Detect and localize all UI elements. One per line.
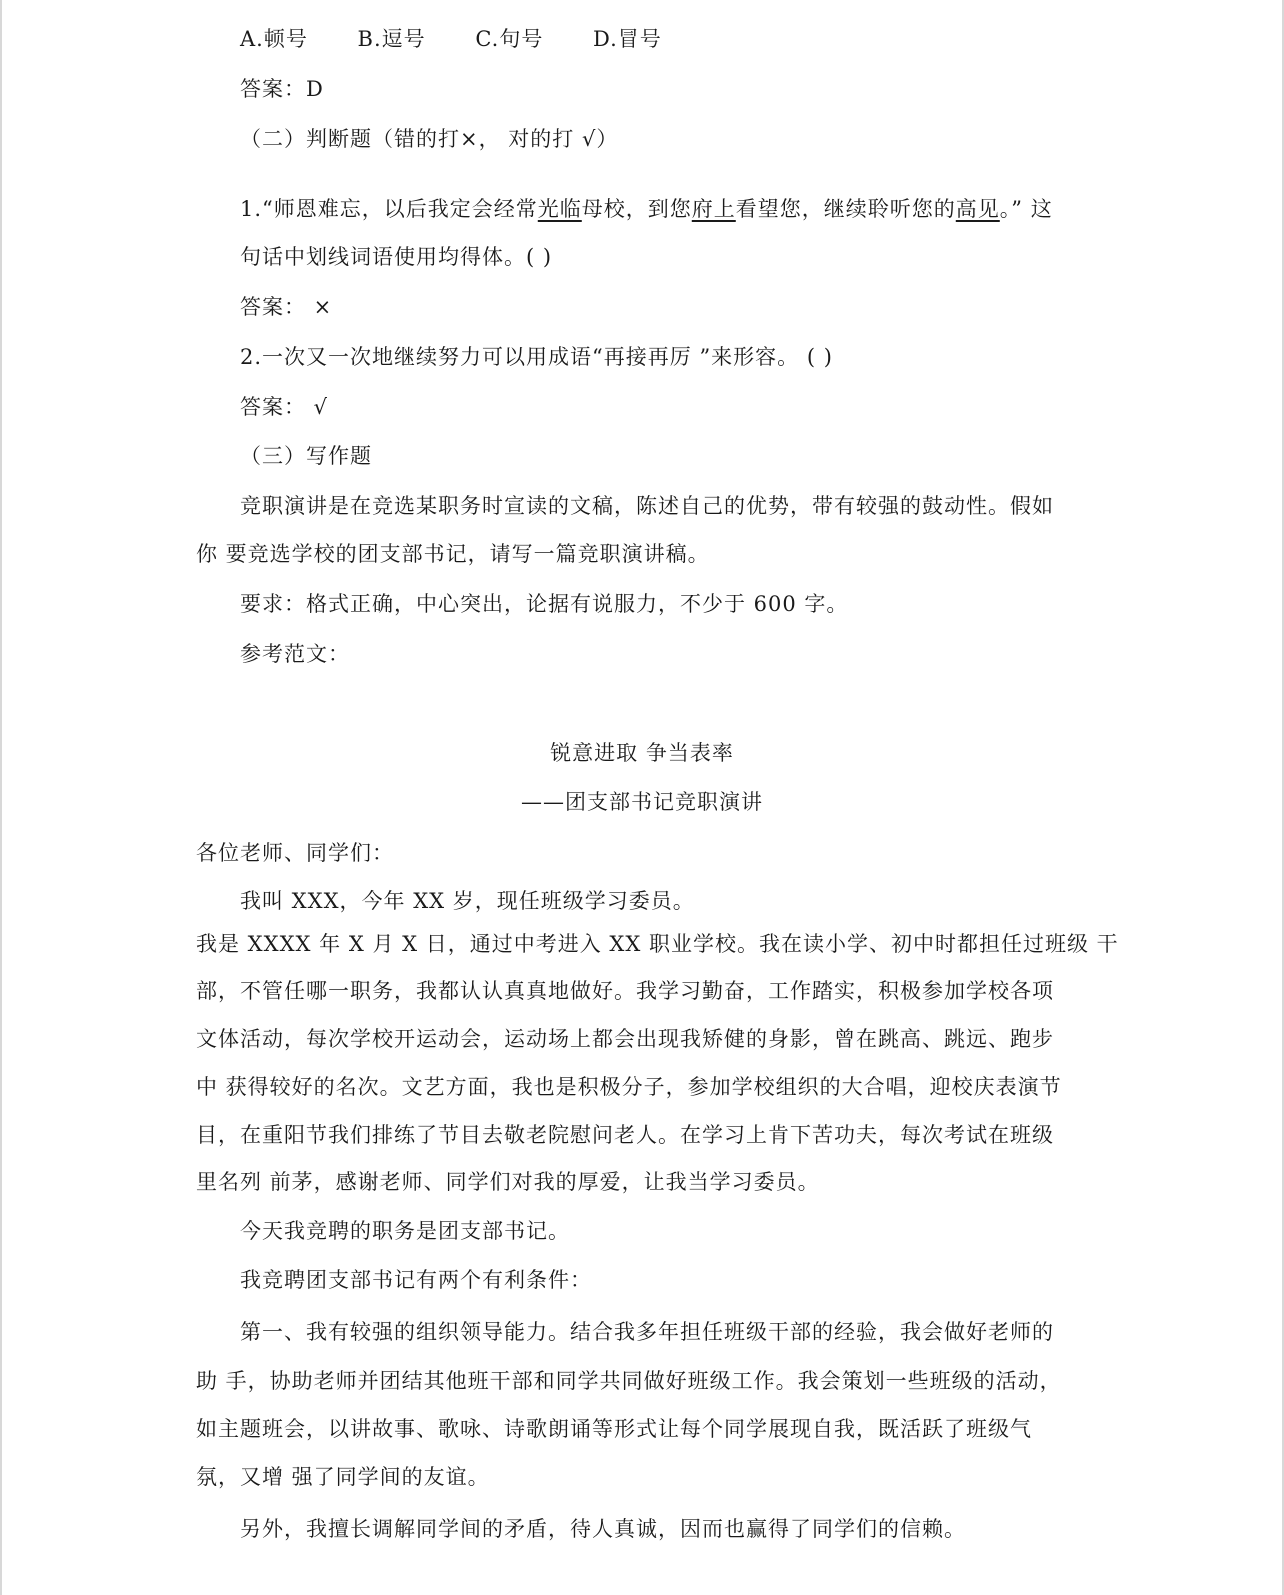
- essay-line: 我竞聘团支部书记有两个有利条件：: [240, 1268, 592, 1292]
- q1-prefix: 1.“师恩难忘，以后我定会经常: [240, 197, 538, 221]
- essay-line: 中 获得较好的名次。文艺方面，我也是积极分子，参加学校组织的大合唱，迎校庆表演节: [196, 1075, 1062, 1099]
- answer-choice: 答案：D: [240, 77, 324, 101]
- writing-prompt-line-1: 竞职演讲是在竞选某职务时宣读的文稿，陈述自己的优势，带有较强的鼓动性。假如: [240, 494, 1054, 518]
- option-d: D.冒号: [593, 27, 662, 51]
- q1-suffix: 。” 这: [999, 197, 1053, 221]
- question-1-line-2: 句话中划线词语使用均得体。( ): [240, 245, 553, 269]
- essay-line: 我叫 XXX，今年 XX 岁，现任班级学习委员。: [240, 889, 695, 913]
- answer-q2: 答案： √: [240, 395, 329, 419]
- essay-line: 文体活动，每次学校开运动会，运动场上都会出现我矫健的身影，曾在跳高、跳远、跑步: [196, 1027, 1054, 1051]
- option-b: B.逗号: [357, 27, 426, 51]
- reference-label: 参考范文：: [240, 642, 350, 666]
- option-a: A.顿号: [240, 27, 308, 51]
- writing-heading: （三）写作题: [240, 444, 372, 468]
- essay-title: 锐意进取 争当表率: [550, 741, 734, 765]
- essay-line: 今天我竞聘的职务是团支部书记。: [240, 1219, 570, 1243]
- essay-line: 目，在重阳节我们排练了节目去敬老院慰问老人。在学习上肯下苦功夫，每次考试在班级: [196, 1123, 1054, 1147]
- essay-line: 第一、我有较强的组织领导能力。结合我多年担任班级干部的经验，我会做好老师的: [240, 1320, 1054, 1344]
- writing-requirement: 要求：格式正确，中心突出，论据有说服力，不少于 600 字。: [240, 592, 849, 616]
- q1-underlined-word-2: 府上: [691, 197, 736, 221]
- essay-line: 另外，我擅长调解同学间的矛盾，待人真诚，因而也赢得了同学们的信赖。: [240, 1517, 966, 1541]
- q1-underlined-word-3: 高见: [955, 197, 1000, 221]
- q1-middle-2: 看望您，继续聆听您的: [735, 197, 956, 221]
- essay-greeting: 各位老师、同学们：: [196, 841, 394, 865]
- essay-line: 助 手，协助老师并团结其他班干部和同学共同做好班级工作。我会策划一些班级的活动，: [196, 1369, 1062, 1393]
- essay-line: 氛，又增 强了同学间的友谊。: [196, 1465, 490, 1489]
- essay-line: 我是 XXXX 年 X 月 X 日，通过中考进入 XX 职业学校。我在读小学、初中时都担任过班级 干: [196, 932, 1119, 956]
- answer-q1: 答案： ×: [240, 295, 333, 319]
- q1-underlined-word-1: 光临: [537, 197, 582, 221]
- option-c: C.句号: [475, 27, 544, 51]
- essay-subtitle: ——团支部书记竞职演讲: [521, 790, 763, 814]
- true-false-heading: （二）判断题（错的打×， 对的打 √）: [240, 127, 619, 151]
- choice-options: [240, 24, 704, 54]
- essay-line: 部，不管任哪一职务，我都认认真真地做好。我学习勤奋，工作踏实，积极参加学校各项: [196, 979, 1054, 1003]
- question-1-line-1: [240, 194, 1053, 224]
- writing-prompt-line-2: 你 要竞选学校的团支部书记，请写一篇竞职演讲稿。: [196, 542, 710, 566]
- q1-middle-1: 母校，到您: [581, 197, 692, 221]
- question-2: 2.一次又一次地继续努力可以用成语“再接再厉 ”来形容。 ( ): [240, 345, 833, 369]
- essay-line: 里名列 前茅，感谢老师、同学们对我的厚爱，让我当学习委员。: [196, 1170, 820, 1194]
- essay-line: 如主题班会，以讲故事、歌咏、诗歌朗诵等形式让每个同学展现自我，既活跃了班级气: [196, 1417, 1032, 1441]
